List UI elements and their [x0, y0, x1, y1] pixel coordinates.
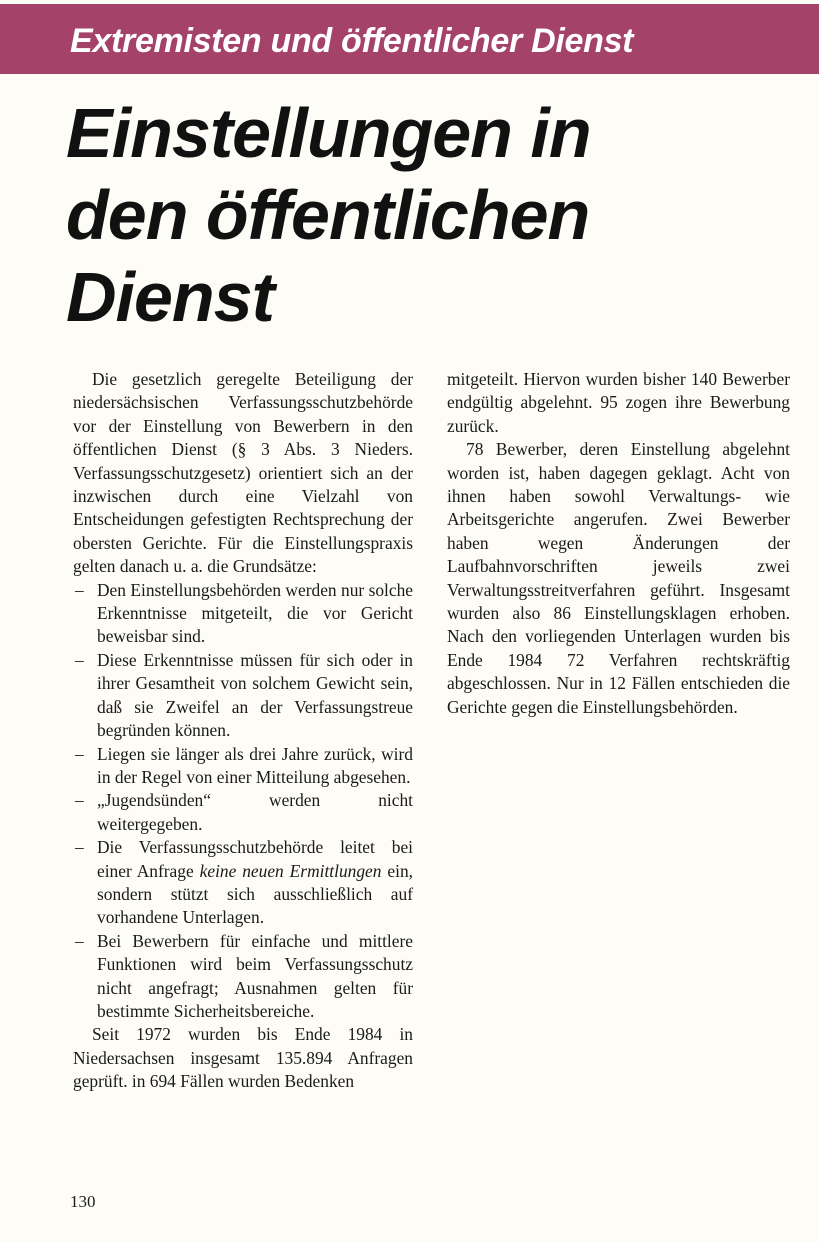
- article-headline: [66, 92, 746, 338]
- headline-line: Dienst: [66, 258, 274, 336]
- continuation-paragraph: mitgeteilt. Hiervon wurden bisher 140 Bewerber endgültig abgelehnt. 95 zogen ihre Bewerbung zurück.: [447, 369, 790, 436]
- left-column: [73, 368, 413, 1094]
- section-title: Extremisten und öffentlicher Dienst: [70, 22, 634, 60]
- page-number: 130: [70, 1192, 96, 1211]
- list-item: – „Jugendsünden“ werden nicht weitergegeben.: [73, 789, 413, 836]
- headline-line: den öffentlichen: [66, 176, 590, 254]
- list-item: – Den Einstellungsbehörden werden nur solche Erkenntnisse mitgeteilt, die vor Gericht beweisbar sind.: [73, 579, 413, 649]
- principles-list: [73, 579, 413, 1024]
- list-item-text: Die Verfassungsschutzbehörde leitet bei einer Anfrage: [97, 837, 413, 881]
- list-item-text: ein, sondern stützt sich ausschließlich auf vorhandene Unterlagen.: [97, 860, 413, 928]
- right-column: [447, 368, 790, 719]
- list-item: – Liegen sie länger als drei Jahre zurück, wird in der Regel von einer Mitteilung abgesehen.: [73, 743, 413, 790]
- list-item: [73, 836, 413, 930]
- section-banner: [0, 4, 819, 74]
- intro-paragraph: Die gesetzlich geregelte Beteiligung der niedersächsischen Verfassungsschutzbehörde vor der Einstellung von Bewerbern in den öffentlichen Dienst (§ 3 Abs. 3 Nieders. Verfassungsschutzgesetz) orientiert sich an der inzwischen durch eine Vielzahl von Entscheidungen gefestigten Rechtsprechung der obersten Gerichte. Für die Einstellungspraxis gelten danach u. a. die Grundsätze:: [73, 369, 413, 577]
- body-paragraph: 78 Bewerber, deren Einstellung abgelehnt worden ist, haben dagegen geklagt. Acht von ihnen haben sowohl Verwaltungs- wie Arbeitsgerichte angerufen. Zwei Bewerber haben wegen Änderungen der Laufbahnvorschriften jeweils zwei Verwaltungsstreitverfahren geführt. Insgesamt wurden also 86 Einstellungsklagen erhoben. Nach den vorliegenden Unterlagen wurden bis Ende 1984 72 Verfahren rechtskräftig abgeschlossen. Nur in 12 Fällen entschieden die Gerichte gegen die Einstellungsbehörden.: [447, 439, 790, 717]
- list-item: – Bei Bewerbern für einfache und mittlere Funktionen wird beim Verfassungsschutz nicht angefragt; Ausnahmen gelten für bestimmte Sicherheitsbereiche.: [73, 930, 413, 1024]
- closing-paragraph: Seit 1972 wurden bis Ende 1984 in Niedersachsen insgesamt 135.894 Anfragen geprüft. in 694 Fällen wurden Bedenken: [73, 1024, 413, 1092]
- emphasized-text: keine neuen Ermittlungen: [199, 860, 382, 881]
- list-item: – Diese Erkenntnisse müssen für sich oder in ihrer Gesamtheit von solchem Gewicht sein, daß sie Zweifel an der Verfassungstreue begründen können.: [73, 649, 413, 743]
- headline-line: Einstellungen in: [66, 94, 591, 172]
